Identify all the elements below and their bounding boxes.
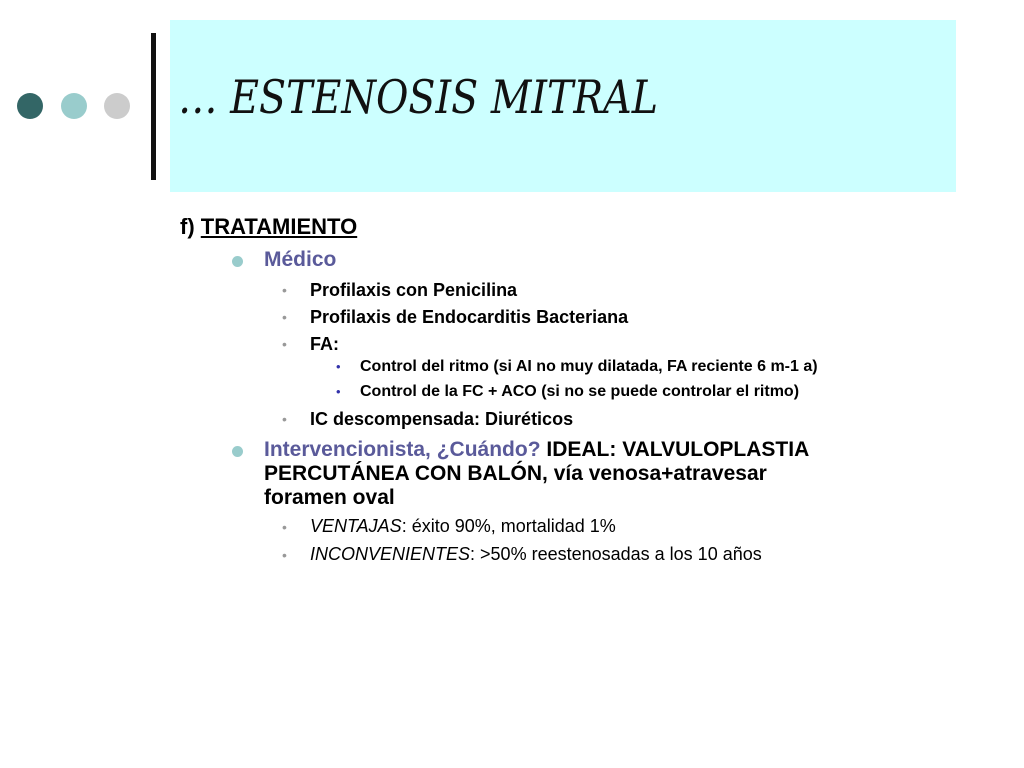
level1-bullet: [232, 256, 243, 267]
decor-dot-mid: [61, 93, 87, 119]
level2-bullet: •: [282, 411, 287, 427]
title-divider-bar: [151, 33, 156, 180]
section-label: TRATAMIENTO: [200, 214, 358, 239]
level1-bullet: [232, 446, 243, 457]
inconvenientes-text: : >50% reestenosadas a los 10 años: [470, 544, 762, 564]
section-heading: [180, 214, 357, 240]
level2-bullet: •: [282, 547, 287, 563]
medico-item-2: Profilaxis de Endocarditis Bacteriana: [310, 307, 629, 327]
intervencionista-line-3: foramen oval: [264, 486, 395, 509]
intervencionista-ideal: IDEAL: VALVULOPLASTIA: [540, 438, 810, 461]
ventajas-line: [310, 516, 616, 537]
decor-dot-dark: [17, 93, 43, 119]
section-prefix: f): [180, 214, 201, 239]
intervencionista-label: Intervencionista, ¿Cuándo?: [264, 438, 541, 461]
medico-item-ic: IC descompensada: Diuréticos: [310, 409, 574, 429]
inconvenientes-line: [310, 544, 762, 565]
decor-dot-light: [104, 93, 130, 119]
level3-bullet: •: [336, 359, 341, 374]
inconvenientes-label: INCONVENIENTES: [310, 544, 471, 564]
intervencionista-line-2: PERCUTÁNEA CON BALÓN, vía venosa+atravesar: [264, 462, 767, 485]
fa-subitem-1: Control del ritmo (si AI no muy dilatada, FA reciente 6 m-1 a): [360, 358, 818, 375]
level2-bullet: •: [282, 309, 287, 325]
ventajas-label: VENTAJAS: [310, 516, 402, 536]
medico-item-1: Profilaxis con Penicilina: [310, 280, 518, 300]
level2-bullet: •: [282, 336, 287, 352]
level3-bullet: •: [336, 384, 341, 399]
intervencionista-line-1: [264, 438, 809, 462]
ventajas-text: : éxito 90%, mortalidad 1%: [401, 516, 616, 536]
medico-item-3: FA:: [310, 334, 339, 354]
medico-label: Médico: [264, 248, 337, 271]
slide-title: … ESTENOSIS MITRAL: [178, 70, 658, 124]
level2-bullet: •: [282, 519, 287, 535]
level2-bullet: •: [282, 282, 287, 298]
fa-subitem-2: Control de la FC + ACO (si no se puede controlar el ritmo): [360, 383, 800, 400]
